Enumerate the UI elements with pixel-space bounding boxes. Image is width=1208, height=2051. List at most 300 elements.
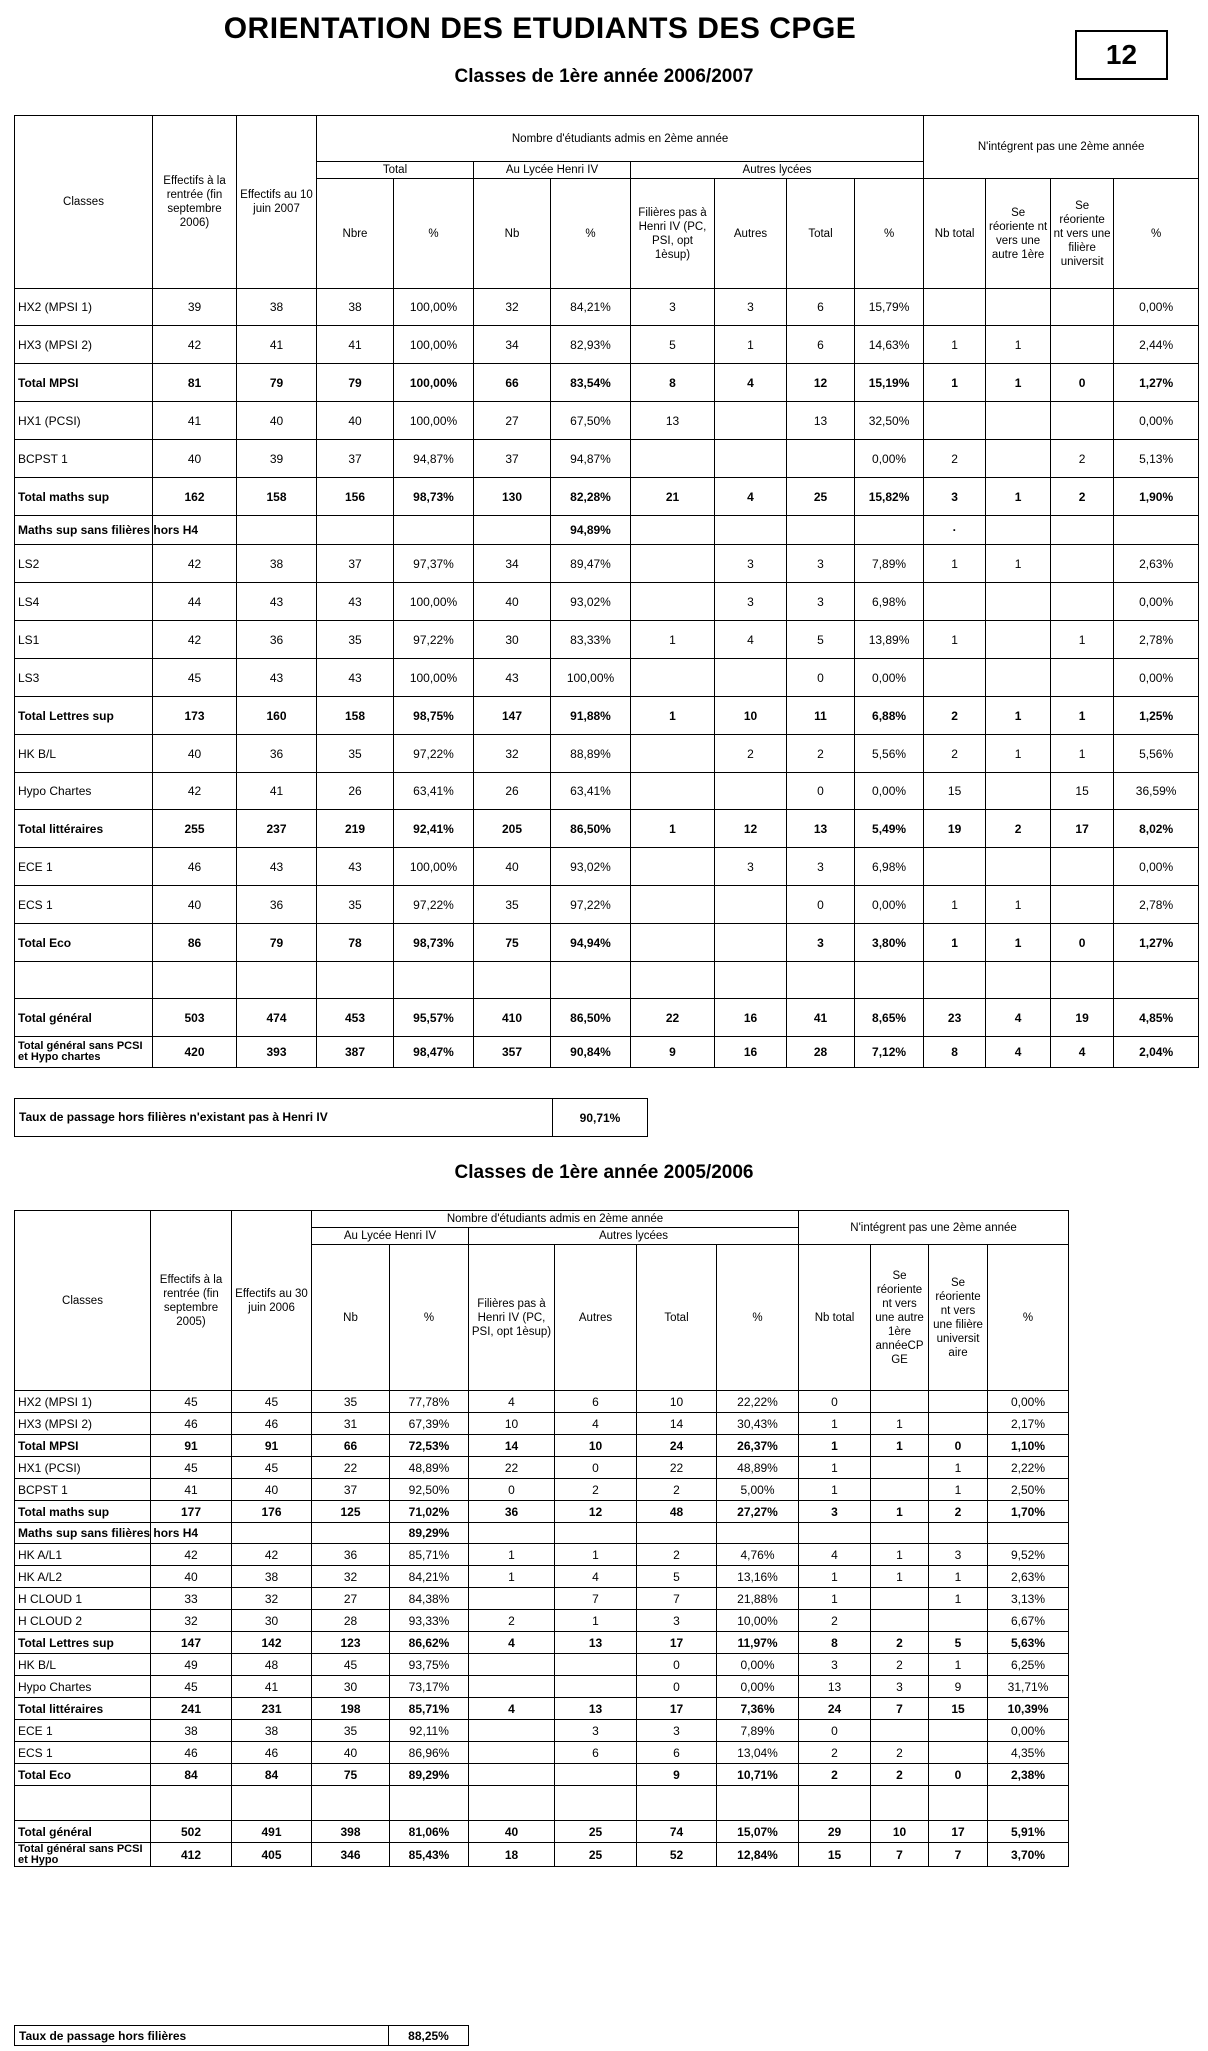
table-cell: 42 — [232, 1544, 312, 1566]
table-cell: 43 — [317, 659, 394, 697]
table-cell: 40 — [312, 1742, 390, 1764]
table-cell: 43 — [317, 848, 394, 886]
table-row — [15, 1654, 1069, 1676]
col-header-reoriente-universite: Se réoriente nt vers une filière universit aire — [929, 1245, 988, 1391]
table-cell: 22 — [631, 999, 715, 1037]
table-cell — [474, 962, 551, 999]
table-cell: 1 — [799, 1479, 871, 1501]
row-label: Total général sans PCSI et Hypo — [15, 1843, 151, 1867]
table-cell: 27 — [312, 1588, 390, 1610]
table-cell: 12,84% — [717, 1843, 799, 1867]
row-label: Total maths sup — [15, 478, 153, 516]
table-row — [15, 659, 1199, 697]
table-cell: 1 — [631, 621, 715, 659]
table-cell: 24 — [799, 1698, 871, 1720]
table-cell — [390, 1786, 469, 1821]
table-cell: 7 — [555, 1588, 637, 1610]
table-cell: 6 — [787, 326, 855, 364]
row-label: BCPST 1 — [15, 440, 153, 478]
table-cell: 32 — [474, 289, 551, 326]
table-cell: 5 — [637, 1566, 717, 1588]
table-cell — [715, 962, 787, 999]
table-row — [15, 1501, 1069, 1523]
table-cell: 12 — [715, 810, 787, 848]
table-cell: 0,00% — [1114, 583, 1199, 621]
row-label: LS2 — [15, 545, 153, 583]
table-cell — [986, 440, 1051, 478]
row-label: HK B/L — [15, 1654, 151, 1676]
table-cell: 35 — [317, 735, 394, 773]
table-cell: 4 — [986, 1037, 1051, 1068]
table-cell: 98,47% — [394, 1037, 474, 1068]
taux-value: 90,71% — [553, 1099, 648, 1137]
row-label: HK B/L — [15, 735, 153, 773]
table-cell: 30 — [474, 621, 551, 659]
table-cell: 0 — [929, 1764, 988, 1786]
table-cell: 255 — [153, 810, 237, 848]
table-cell — [924, 962, 986, 999]
table-cell: 0,00% — [1114, 402, 1199, 440]
table-cell: 6 — [555, 1742, 637, 1764]
table-cell: 5,00% — [717, 1479, 799, 1501]
table-cell: 97,22% — [394, 621, 474, 659]
table-cell: 42 — [151, 1544, 232, 1566]
row-label: Total littéraires — [15, 810, 153, 848]
table-cell: 10 — [555, 1435, 637, 1457]
row-label: Total général — [15, 1821, 151, 1843]
table-cell: 16 — [715, 1037, 787, 1068]
table-cell: 123 — [312, 1632, 390, 1654]
table-cell: 34 — [474, 545, 551, 583]
col-header-filieres: Filières pas à Henri IV (PC, PSI, opt 1èsup) — [631, 179, 715, 289]
table-row — [15, 1742, 1069, 1764]
table-row — [15, 1698, 1069, 1720]
table-cell: 0,00% — [855, 440, 924, 478]
table-cell: 34 — [474, 326, 551, 364]
table-cell — [469, 1523, 555, 1544]
table-cell: 43 — [237, 659, 317, 697]
table-cell: 39 — [153, 289, 237, 326]
table-cell: 8 — [924, 1037, 986, 1068]
row-label: H CLOUD 1 — [15, 1588, 151, 1610]
table-cell: 2,04% — [1114, 1037, 1199, 1068]
table-cell: 2,22% — [988, 1457, 1069, 1479]
table-cell: 5,56% — [1114, 735, 1199, 773]
table-cell — [715, 924, 787, 962]
table-row — [15, 583, 1199, 621]
table-cell: 92,41% — [394, 810, 474, 848]
table-cell: 1 — [986, 478, 1051, 516]
table-cell — [469, 1764, 555, 1786]
table-cell: 28 — [312, 1610, 390, 1632]
table-cell: 94,87% — [394, 440, 474, 478]
table-cell: 13,04% — [717, 1742, 799, 1764]
table-row — [15, 1479, 1069, 1501]
table-cell: 17 — [637, 1698, 717, 1720]
table-cell — [715, 516, 787, 545]
table-row — [15, 1037, 1199, 1068]
table-cell: 31 — [312, 1413, 390, 1435]
table-cell: 43 — [237, 583, 317, 621]
table-cell: 100,00% — [551, 659, 631, 697]
table-cell: 25 — [555, 1843, 637, 1867]
table-cell — [555, 1764, 637, 1786]
table-cell: 98,73% — [394, 924, 474, 962]
col-header-autres: Autres — [555, 1245, 637, 1391]
table-cell: 86 — [153, 924, 237, 962]
table-cell: 41 — [151, 1479, 232, 1501]
table-cell: 6 — [637, 1742, 717, 1764]
table-cell — [232, 1523, 312, 1544]
col-header-filieres: Filières pas à Henri IV (PC, PSI, opt 1èsup) — [469, 1245, 555, 1391]
table-cell: 82,93% — [551, 326, 631, 364]
table-cell: 8,02% — [1114, 810, 1199, 848]
table-cell: 2,63% — [1114, 545, 1199, 583]
table-cell — [631, 962, 715, 999]
table-row — [15, 924, 1199, 962]
table-cell — [715, 402, 787, 440]
table-cell — [986, 773, 1051, 810]
table-cell: 40 — [474, 848, 551, 886]
table-cell — [715, 886, 787, 924]
table-cell — [469, 1742, 555, 1764]
table-cell — [929, 1742, 988, 1764]
table-cell — [237, 516, 317, 545]
table-cell: 4 — [469, 1698, 555, 1720]
table-cell: 0 — [787, 659, 855, 697]
table-cell: 1,70% — [988, 1501, 1069, 1523]
table-cell: 147 — [474, 697, 551, 735]
row-label: HK A/L1 — [15, 1544, 151, 1566]
table-cell — [924, 848, 986, 886]
table-cell: 5 — [631, 326, 715, 364]
table-cell: 2 — [787, 735, 855, 773]
table-cell: 1 — [1051, 735, 1114, 773]
table-cell — [717, 1786, 799, 1821]
table-row — [15, 886, 1199, 924]
col-header-pct: % — [390, 1245, 469, 1391]
table-cell: 5 — [787, 621, 855, 659]
table-cell — [871, 1523, 929, 1544]
table-cell — [631, 886, 715, 924]
table-cell: 7 — [871, 1698, 929, 1720]
table-cell: 1 — [1051, 621, 1114, 659]
table-cell — [631, 924, 715, 962]
table-cell — [929, 1523, 988, 1544]
table-cell: 4 — [555, 1413, 637, 1435]
table-cell: 31,71% — [988, 1676, 1069, 1698]
table-cell — [555, 1786, 637, 1821]
table-cell: 16 — [715, 999, 787, 1037]
table-cell: 26 — [474, 773, 551, 810]
table-cell: 3 — [631, 289, 715, 326]
table-cell: 0 — [787, 773, 855, 810]
row-label: HX2 (MPSI 1) — [15, 1391, 151, 1413]
table-cell: 36 — [469, 1501, 555, 1523]
table-cell: 22 — [469, 1457, 555, 1479]
table-cell — [871, 1479, 929, 1501]
table-cell: 40 — [151, 1566, 232, 1588]
table-cell — [1114, 962, 1199, 999]
table-cell: 40 — [317, 402, 394, 440]
table-cell: 7 — [871, 1843, 929, 1867]
taux-passage-2005-2006 — [14, 2025, 469, 2046]
table-cell: 4,76% — [717, 1544, 799, 1566]
table-cell: 79 — [317, 364, 394, 402]
table-cell: 1 — [986, 697, 1051, 735]
row-label: Hypo Chartes — [15, 1676, 151, 1698]
table-cell: 36 — [237, 735, 317, 773]
table-cell — [855, 516, 924, 545]
table-cell: 4,85% — [1114, 999, 1199, 1037]
table-cell: 3,70% — [988, 1843, 1069, 1867]
table-cell: 0,00% — [1114, 289, 1199, 326]
table-row — [15, 289, 1199, 326]
table-row — [15, 848, 1199, 886]
table-cell: 35 — [317, 621, 394, 659]
table-cell — [555, 1523, 637, 1544]
table-cell — [924, 402, 986, 440]
table-cell: 45 — [151, 1457, 232, 1479]
col-header-total: Total — [787, 179, 855, 289]
table-cell — [871, 1457, 929, 1479]
table-cell: 387 — [317, 1037, 394, 1068]
table-cell: 63,41% — [394, 773, 474, 810]
table-cell: 1 — [924, 621, 986, 659]
table1-subtitle: Classes de 1ère année 2006/2007 — [454, 66, 754, 87]
table-cell: 1 — [871, 1413, 929, 1435]
table-cell: 40 — [153, 886, 237, 924]
table-cell: 1 — [929, 1588, 988, 1610]
table-cell: 491 — [232, 1821, 312, 1843]
table-cell: 26,37% — [717, 1435, 799, 1457]
table-cell: 3 — [787, 848, 855, 886]
table-cell: 7,36% — [717, 1698, 799, 1720]
table-cell: 45 — [232, 1391, 312, 1413]
col-header-lycee: Au Lycée Henri IV — [312, 1228, 469, 1245]
row-label: Total MPSI — [15, 1435, 151, 1457]
table-cell: 75 — [312, 1764, 390, 1786]
table-cell: 32 — [232, 1588, 312, 1610]
table-cell: 1,10% — [988, 1435, 1069, 1457]
table-row — [15, 1413, 1069, 1435]
table-cell — [631, 516, 715, 545]
table-cell: 19 — [1051, 999, 1114, 1037]
table-cell: 32 — [474, 735, 551, 773]
table-cell: 8 — [799, 1632, 871, 1654]
table-cell: 4 — [469, 1632, 555, 1654]
table-row — [15, 1435, 1069, 1457]
table-cell: 405 — [232, 1843, 312, 1867]
table-row — [15, 1391, 1069, 1413]
col-header-classes: Classes — [15, 116, 153, 289]
table-cell: 32 — [151, 1610, 232, 1632]
table-cell: 14,63% — [855, 326, 924, 364]
table-cell: 46 — [232, 1413, 312, 1435]
table-cell: 26 — [317, 773, 394, 810]
col-header-nintegrent: N'intégrent pas une 2ème année — [924, 116, 1199, 179]
table-row — [15, 516, 1199, 545]
row-label: Total général — [15, 999, 153, 1037]
table-cell: 1,27% — [1114, 364, 1199, 402]
table-cell: 49 — [151, 1654, 232, 1676]
table-cell: 177 — [151, 1501, 232, 1523]
col-header-nb: Nb — [312, 1245, 390, 1391]
table-cell: 241 — [151, 1698, 232, 1720]
row-label — [15, 962, 153, 999]
table-cell: 162 — [153, 478, 237, 516]
table-cell: 15 — [799, 1843, 871, 1867]
table-cell: 43 — [237, 848, 317, 886]
table-cell: 13 — [555, 1698, 637, 1720]
col-header-pct: % — [855, 179, 924, 289]
table-cell: 67,50% — [551, 402, 631, 440]
table-cell — [929, 1391, 988, 1413]
table-cell: 40 — [469, 1821, 555, 1843]
table-cell: 13 — [787, 810, 855, 848]
table-cell: 1 — [871, 1435, 929, 1457]
table-cell: 35 — [317, 886, 394, 924]
table-cell: 3 — [799, 1654, 871, 1676]
table-cell: 1 — [924, 364, 986, 402]
table-cell: 0 — [799, 1720, 871, 1742]
table-cell: 130 — [474, 478, 551, 516]
table-cell: 2 — [637, 1479, 717, 1501]
table-cell: 1 — [929, 1479, 988, 1501]
table-cell: 14 — [469, 1435, 555, 1457]
table-cell: 6,25% — [988, 1654, 1069, 1676]
row-label: ECS 1 — [15, 886, 153, 924]
table-cell — [474, 516, 551, 545]
row-label: Maths sup sans filières hors H4 — [15, 1523, 151, 1544]
table-cell: 41 — [232, 1676, 312, 1698]
table-cell: 231 — [232, 1698, 312, 1720]
table-cell: 75 — [474, 924, 551, 962]
col-header-pct: % — [988, 1245, 1069, 1391]
table-cell: 3,13% — [988, 1588, 1069, 1610]
table-cell: 84 — [232, 1764, 312, 1786]
table-cell: 24 — [637, 1435, 717, 1457]
row-label: H CLOUD 2 — [15, 1610, 151, 1632]
table-cell — [986, 289, 1051, 326]
table-cell: 36 — [312, 1544, 390, 1566]
table-cell: 2 — [929, 1501, 988, 1523]
table-cell: 237 — [237, 810, 317, 848]
table-cell: 3 — [871, 1676, 929, 1698]
table-cell: 30,43% — [717, 1413, 799, 1435]
table-cell — [986, 848, 1051, 886]
table-cell — [986, 962, 1051, 999]
table-cell — [631, 848, 715, 886]
table-cell: 15,19% — [855, 364, 924, 402]
table-cell — [1051, 545, 1114, 583]
table-cell: 9,52% — [988, 1544, 1069, 1566]
table-cell — [1051, 583, 1114, 621]
table-cell: 0,00% — [855, 886, 924, 924]
row-label: Hypo Chartes — [15, 773, 153, 810]
table-cell: 100,00% — [394, 364, 474, 402]
table-cell: 17 — [929, 1821, 988, 1843]
table-cell: 23 — [924, 999, 986, 1037]
table-cell: 2,38% — [988, 1764, 1069, 1786]
table-cell: 42 — [153, 326, 237, 364]
table-cell: 3 — [715, 583, 787, 621]
table-row — [15, 1588, 1069, 1610]
col-header-nb: Nb — [474, 179, 551, 289]
row-label: BCPST 1 — [15, 1479, 151, 1501]
table-cell: · — [924, 516, 986, 545]
table-cell — [394, 962, 474, 999]
table-cell: 8,65% — [855, 999, 924, 1037]
table-cell: 42 — [153, 545, 237, 583]
table-cell — [799, 1523, 871, 1544]
table-cell: 27 — [474, 402, 551, 440]
col-header-effectifs-rentree: Effectifs à la rentrée (fin septembre 2006) — [153, 116, 237, 289]
table-cell: 1 — [924, 545, 986, 583]
table-cell: 28 — [787, 1037, 855, 1068]
table-cell: 36 — [237, 886, 317, 924]
table-row — [15, 440, 1199, 478]
page-number: 12 — [1075, 30, 1168, 80]
table-cell: 4,35% — [988, 1742, 1069, 1764]
table-cell: 10 — [637, 1391, 717, 1413]
table-cell: 15 — [929, 1698, 988, 1720]
table-cell: 13,89% — [855, 621, 924, 659]
table-cell: 97,22% — [394, 886, 474, 924]
col-header-nb-total: Nb total — [924, 179, 986, 289]
table-cell: 48 — [637, 1501, 717, 1523]
table-cell: 15,82% — [855, 478, 924, 516]
table-cell: 93,02% — [551, 583, 631, 621]
table-cell — [871, 1391, 929, 1413]
table-cell — [1051, 516, 1114, 545]
table-row — [15, 1720, 1069, 1742]
table-cell: 100,00% — [394, 402, 474, 440]
table-cell: 37 — [317, 440, 394, 478]
table-cell: 37 — [474, 440, 551, 478]
row-label: Total Eco — [15, 924, 153, 962]
table-cell — [929, 1413, 988, 1435]
table-cell: 0,00% — [717, 1676, 799, 1698]
table-cell: 86,50% — [551, 810, 631, 848]
table2-subtitle: Classes de 1ère année 2005/2006 — [454, 1162, 754, 1183]
table-cell: 46 — [153, 848, 237, 886]
table-cell: 12 — [787, 364, 855, 402]
table-cell: 173 — [153, 697, 237, 735]
table-cell: 18 — [469, 1843, 555, 1867]
table-cell: 11 — [787, 697, 855, 735]
table-cell: 13,16% — [717, 1566, 799, 1588]
table-cell: 0,00% — [988, 1720, 1069, 1742]
table-row — [15, 364, 1199, 402]
table-cell: 6 — [787, 289, 855, 326]
table-cell: 36 — [237, 621, 317, 659]
table-cell: 37 — [312, 1479, 390, 1501]
table-cell: 2,44% — [1114, 326, 1199, 364]
table-cell: 3 — [637, 1610, 717, 1632]
table-cell: 2 — [469, 1610, 555, 1632]
table-cell — [986, 659, 1051, 697]
col-header-nintegrent: N'intégrent pas une 2ème année — [799, 1211, 1069, 1245]
table-cell — [317, 516, 394, 545]
table-cell: 5,56% — [855, 735, 924, 773]
table-cell: 46 — [151, 1413, 232, 1435]
table-cell: 9 — [637, 1764, 717, 1786]
table-cell: 98,73% — [394, 478, 474, 516]
table-cell: 41 — [237, 326, 317, 364]
table-cell: 2,63% — [988, 1566, 1069, 1588]
table-cell: 10,39% — [988, 1698, 1069, 1720]
